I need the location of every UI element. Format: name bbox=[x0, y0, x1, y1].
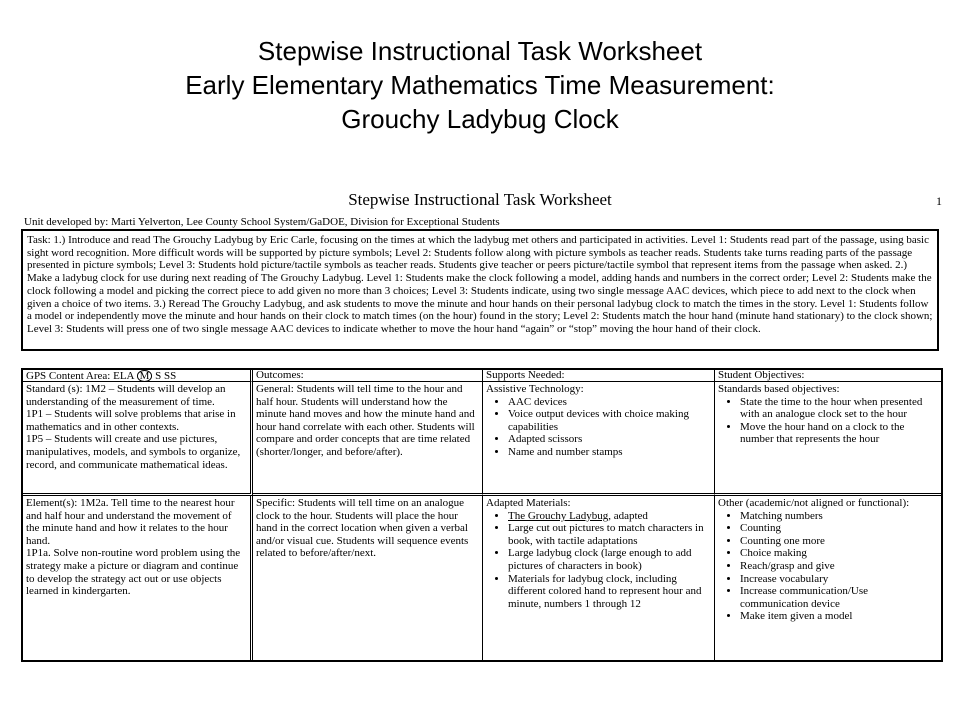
elements-cell bbox=[23, 496, 253, 660]
list-item: • Reach/grasp and give bbox=[740, 560, 938, 573]
header-outcomes: Outcomes: bbox=[253, 370, 483, 382]
list-item: • Choice making bbox=[740, 547, 938, 560]
specific-outcomes-cell bbox=[253, 496, 483, 660]
header-supports-needed: Supports Needed: bbox=[483, 370, 715, 382]
gps-ss: SS bbox=[164, 370, 177, 382]
other-objectives-cell bbox=[715, 496, 941, 660]
standard-1p1: 1P1 – Students will solve problems that arise in mathematics and in other contexts. bbox=[26, 408, 236, 433]
list-item: • Voice output devices with choice making capabilities bbox=[508, 408, 711, 433]
list-item: • Increase vocabulary bbox=[740, 573, 938, 586]
list-item: • Materials for ladybug clock, including different colored hand to represent hour and minute, numbers 1 through 12 bbox=[508, 573, 711, 611]
element-1p1a: 1P1a. Solve non-routine word problem using the strategy make a picture or diagram and continue to develop the strategy act out or use objects learned in kindergarten. bbox=[26, 547, 241, 598]
slide-title-line-3: Grouchy Ladybug Clock bbox=[341, 104, 619, 134]
list-item: • Name and number stamps bbox=[508, 446, 711, 459]
element-1m2a: Element(s): 1M2a. Tell time to the nearest hour and half hour and understand the movement of the minute hand and how it relates to the hour hand. bbox=[26, 497, 235, 547]
objectives-list bbox=[718, 396, 938, 446]
list-item: • Adapted scissors bbox=[508, 433, 711, 446]
list-item bbox=[508, 510, 711, 523]
book-title: The Grouchy Ladybug bbox=[508, 509, 609, 522]
header-student-objectives: Student Objectives: bbox=[715, 370, 941, 382]
list-item: • Counting bbox=[740, 522, 938, 535]
page-number: 1 bbox=[936, 194, 942, 208]
document-title: Stepwise Instructional Task Worksheet bbox=[348, 190, 612, 209]
list-item: • Matching numbers bbox=[740, 510, 938, 523]
list-item: • AAC devices bbox=[508, 396, 711, 409]
slide-title-line-2: Early Elementary Mathematics Time Measurement: bbox=[185, 70, 775, 100]
other-list bbox=[718, 510, 938, 623]
gps-m-circled: M bbox=[137, 370, 153, 382]
standard-1m2: Standard (s): 1M2 – Students will develop an understanding of the measurement of time. bbox=[26, 383, 226, 408]
list-item: • Large cut out pictures to match characters in book, with tactile adaptations bbox=[508, 522, 711, 547]
list-item: • Make item given a model bbox=[740, 610, 938, 623]
objectives-title: Standards based objectives: bbox=[718, 383, 840, 395]
assistive-technology-list bbox=[486, 396, 711, 459]
unit-developer-line: Unit developed by: Marti Yelverton, Lee County School System/GaDOE, Division for Exceptional Students bbox=[24, 216, 500, 228]
header-gps-content-area bbox=[23, 370, 253, 382]
adapted-materials-title: Adapted Materials: bbox=[486, 497, 571, 509]
general-outcome-text: General: Students will tell time to the hour and half hour. Students will understand how the minute hand moves and how the minute hand and hour hand correlate with each other. Students will compare and order concepts that are time related (shorter/longer, and before/after). bbox=[256, 383, 475, 458]
list-item: • Increase communication/Use communication device bbox=[740, 585, 938, 610]
task-box bbox=[21, 229, 939, 351]
slide-title bbox=[0, 34, 960, 136]
task-text: Task: 1.) Introduce and read The Grouchy Ladybug by Eric Carle, focusing on the times at which the ladybug met others and participated in activities. Level 1: Students read part of the passage, using basic sight word recognition. More difficult words will be supported by picture symbols; Level 2: Students follow along with picture symbols as teacher reads. Students take turns reading parts of the passage presented in picture symbols; Level 3: Students hold picture/tactile symbols as teacher reads. Students give teacher or peers picture/tactile symbol that represent items from the passage when asked. 2.) Make a ladybug clock for use during next reading of The Grouchy Ladybug. Level 1: Students make the clock following a model, adding hands and numbers in the correct order; Level 2: Students make the clock following a model and picking the correct piece to add given no more than 3 choices; Level 3: Students indicate, using two single message AAC devices, which piece to add next to the clock when given a choice of two items. 3.) Reread The Grouchy Ladybug, and ask students to move the minute and hour hands on their personal ladybug clock to match the times in the story. Level 1: Students follow a model or independently move the minute and hour hands on their clock to match times (on the hour) found in the story; Level 2: Students match the hour hand (minute hand stationary) to the clock shown; Level 3: Students will press one of two single message AAC devices to indicate whether to move the hour hand “again” or “stop” moving the hour hand of their clock. bbox=[27, 234, 933, 335]
list-item: • State the time to the hour when presented with an analogue clock set to the hour bbox=[740, 396, 938, 421]
list-item: • Counting one more bbox=[740, 535, 938, 548]
assistive-technology-cell bbox=[483, 382, 715, 496]
gps-s: S bbox=[155, 370, 162, 382]
book-suffix: , adapted bbox=[608, 509, 648, 522]
standards-cell bbox=[23, 382, 253, 496]
specific-outcome-text: Specific: Students will tell time on an analogue clock to the hour. Students will place the hour hand in the correct location when given a verbal and/or visual cue. Students will sequence events related to before/after/next. bbox=[256, 497, 469, 560]
gps-label: GPS Content Area: bbox=[26, 370, 111, 382]
other-title: Other (academic/not aligned or functional): bbox=[718, 497, 910, 509]
list-item: • Move the hour hand on a clock to the number that represents the hour bbox=[740, 421, 938, 446]
gps-ela: ELA bbox=[113, 370, 134, 382]
adapted-materials-list bbox=[486, 510, 711, 611]
slide-title-line-1: Stepwise Instructional Task Worksheet bbox=[257, 36, 703, 66]
assistive-technology-title: Assistive Technology: bbox=[486, 383, 584, 395]
worksheet-grid bbox=[21, 368, 943, 662]
list-item: • Large ladybug clock (large enough to add pictures of characters in book) bbox=[508, 547, 711, 572]
standards-based-objectives-cell bbox=[715, 382, 941, 496]
adapted-materials-cell bbox=[483, 496, 715, 660]
general-outcomes-cell bbox=[253, 382, 483, 496]
standard-1p5: 1P5 – Students will create and use pictures, manipulatives, models, and symbols to organize, record, and communicate mathematical ideas. bbox=[26, 433, 241, 471]
